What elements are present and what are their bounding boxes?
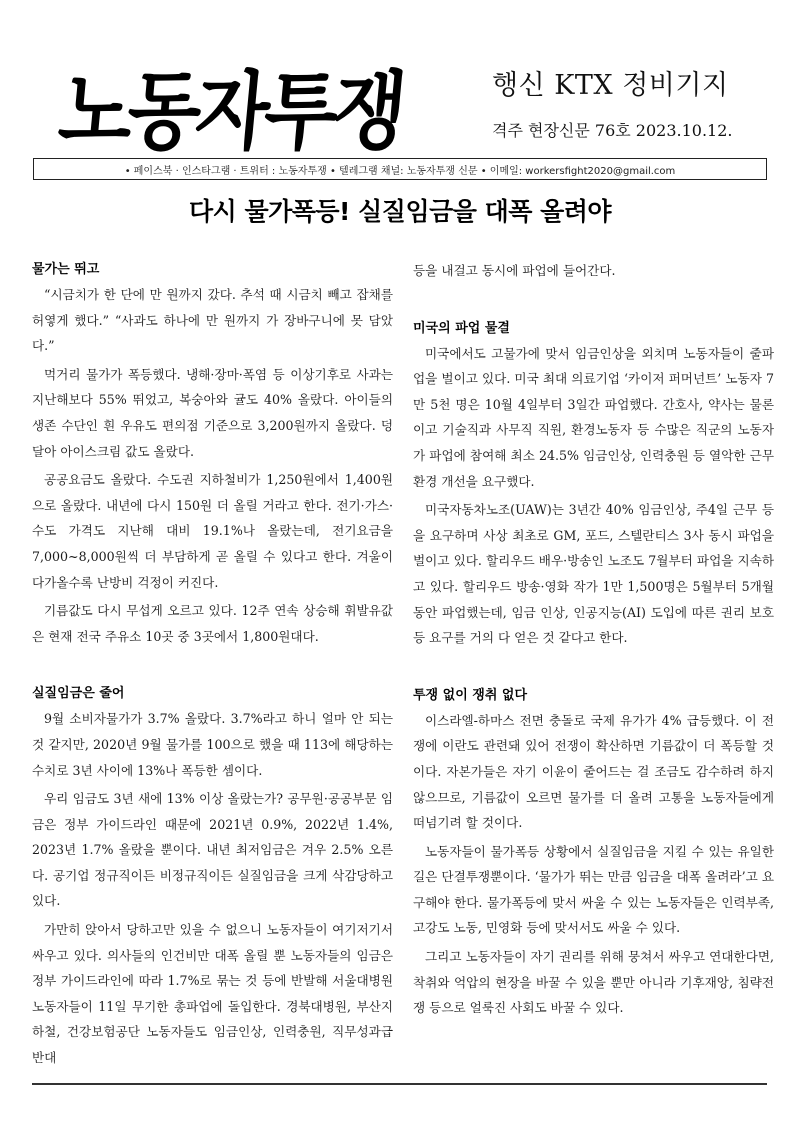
paragraph: 먹거리 물가가 폭등했다. 냉해·장마·폭염 등 이상기후로 사과는 지난해보다 55% 뛰었고, 복숭아와 귤도 40% 올랐다. 아이들의 생존 수단인 흰 우유도 편의점 기준으로 3,200원까지 올랐다. 덩달아 아이스크림 값도 올랐다. [32, 366, 393, 459]
paragraph: 그리고 노동자들이 자기 권리를 위해 뭉쳐서 싸우고 연대한다면, 착취와 억압의 현장을 바꿀 수 있을 뿐만 아니라 기후재앙, 침략전쟁 등으로 얼룩진 사회도 바꿀 수 있다. [413, 949, 774, 1016]
section-title-real-wages: 실질임금은 줄어 [32, 686, 125, 702]
paragraph: 9월 소비자물가가 3.7% 올랐다. 3.7%라고 하니 얼마 안 되는 것 같지만, 2020년 9월 물가를 100으로 했을 때 113에 해당하는 수치로 3년 사이에 13%나 폭등한 셈이다. [32, 711, 393, 778]
paragraph: 미국에서도 고물가에 맞서 임금인상을 외치며 노동자들이 줄파업을 벌이고 있다. 미국 최대 의료기업 ‘카이저 퍼머넌트’ 노동자 7만 5천 명은 10월 4일부터 3일간 파업했다. 간호사, 약사는 물론이고 기술직과 사무직 직원, 환경노동자 등 수많은 직군의 노동자가 파업에 참여해 최소 24.5% 임금인상, 인력충원 등 열악한 근무환경 개선을 요구했다. [413, 345, 774, 489]
paragraph: 노동자들이 물가폭등 상황에서 실질임금을 지킬 수 있는 유일한 길은 단결투쟁뿐이다. ‘물가가 뛰는 만큼 임금을 대폭 올려라’고 요구해야 한다. 물가폭등에 맞서 싸울 수 있는 노동자들은 인력부족, 고강도 노동, 민영화 등에 맞서서도 싸울 수 있다. [413, 843, 774, 936]
section-title-prices: 물가는 뛰고 [32, 262, 100, 277]
paragraph: 미국자동차노조(UAW)는 3년간 40% 임금인상, 주4일 근무 등을 요구하며 사상 최초로 GM, 포드, 스텔란티스 3사 동시 파업을 벌이고 있다. 할리우드 배우·방송인 노조도 7월부터 파업을 지속하고 있다. 할리우드 방송·영화 작가 1만 1,500명은 5월부터 5개월 동안 파업했는데, 임금 인상, 인공지능(AI) 도입에 따른 권리 보호 등 요구를 거의 다 얻은 것 같다고 한다. [413, 502, 774, 646]
paragraph: 기름값도 다시 무섭게 오르고 있다. 12주 연속 상승해 휘발유값은 현재 전국 주유소 10곳 중 3곳에서 1,800원대다. [32, 603, 393, 644]
header-info [492, 63, 782, 141]
section-title-us-strikes: 미국의 파업 물결 [413, 320, 510, 336]
contact-bar: • 페이스북 · 인스타그램 · 트위터 : 노동자투쟁 • 텔레그램 채널: 노동자투쟁 신문 • 이메일: workersfight2020@gmail.com [33, 158, 767, 180]
left-column [32, 258, 393, 1074]
page-headline: 다시 물가폭등! 실질임금을 대폭 올려야 [188, 197, 612, 226]
paragraph-continued: 등을 내걸고 동시에 파업에 들어간다. [413, 263, 616, 278]
paragraph: 이스라엘-하마스 전면 충돌로 국제 유가가 4% 급등했다. 이 전쟁에 이란도 관련돼 있어 전쟁이 확산하면 기름값이 더 폭등할 것이다. 자본가들은 자기 이윤이 줄어드는 걸 조금도 감수하려 하지 않으므로, 기름값이 오르면 물가를 더 올려 고통을 노동자들에게 떠넘기려 할 것이다. [413, 712, 774, 831]
issue-label: 격주 현장신문 76호 2023.10.12. [492, 121, 733, 140]
bottom-divider [32, 1083, 767, 1085]
paragraph: 우리 임금도 3년 새에 13% 이상 올랐는가? 공무원·공공부문 임금은 정부 가이드라인 때문에 2021년 0.9%, 2022년 1.4%, 2023년 1.7% 올랐을 뿐이다. 내년 최저임금은 겨우 2.5% 오른다. 공기업 정규직이든 비정규직이든 실질임금을 크게 삭감당하고 있다. [32, 791, 393, 909]
masthead-title: 노동자투쟁 [54, 61, 407, 162]
paragraph: “시금치가 한 단에 만 원까지 갔다. 추석 때 시금치 빼고 잡채를 허옇게 했다.” “사과도 하나에 만 원까지 가 장바구니에 못 담았다.” [32, 287, 393, 354]
section-title-struggle: 투쟁 없이 쟁취 없다 [413, 687, 528, 703]
paragraph: 가만히 앉아서 당하고만 있을 수 없으니 노동자들이 여기저기서 싸우고 있다. 의사들의 인건비만 대폭 올릴 뿐 노동자들의 임금은 정부 가이드라인에 따라 1.7%로 묶는 것 등에 반발해 서울대병원 노동자들이 11일 무기한 총파업에 돌입한다. 경북대병원, 부산지하철, 건강보험공단 노동자들도 임금인상, 인력충원, 직무성과급 반대 [32, 922, 393, 1066]
paragraph: 공공요금도 올랐다. 수도권 지하철비가 1,250원에서 1,400원으로 올랐다. 내년에 다시 150원 더 올릴 거라고 한다. 전기·가스·수도 가격도 지난해 대비 19.1%나 올랐는데, 전기요금을 7,000~8,000원씩 더 부담하게 곧 올릴 수 있다고 한다. 겨울이 다가올수록 난방비 걱정이 커진다. [32, 472, 393, 590]
edition-label: 행신 KTX 정비기지 [492, 70, 729, 101]
right-column [413, 258, 774, 1024]
masthead-logo [54, 52, 440, 162]
